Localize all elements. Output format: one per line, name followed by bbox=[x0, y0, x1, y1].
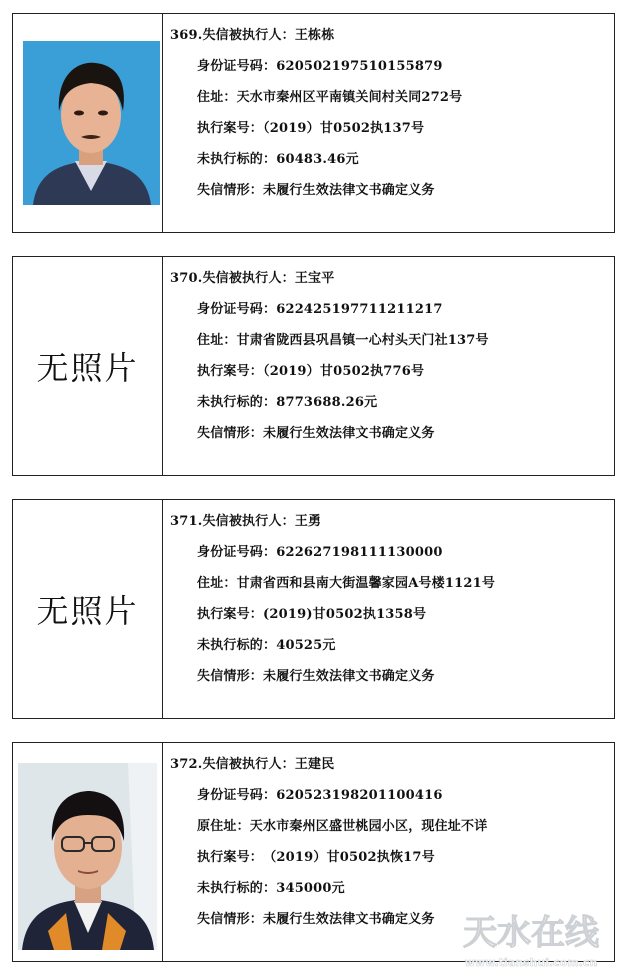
record-card-371 bbox=[12, 499, 615, 719]
record-title: 370.失信被执行人：王宝平 bbox=[170, 271, 335, 286]
photo-cell bbox=[13, 743, 163, 961]
case-number: 执行案号：（2019）甘0502执776号 bbox=[197, 364, 425, 379]
unexecuted-amount: 未执行标的：60483.46元 bbox=[197, 152, 359, 167]
record-title: 371.失信被执行人：王勇 bbox=[170, 514, 322, 529]
case-number: 执行案号：（2019）甘0502执137号 bbox=[197, 121, 425, 136]
address: 住址：甘肃省陇西县巩昌镇一心村头天门社137号 bbox=[197, 333, 489, 348]
svg-text:www.tianshui.com.cn: www.tianshui.com.cn bbox=[464, 956, 598, 969]
case-number: 执行案号：(2019)甘0502执1358号 bbox=[197, 607, 427, 622]
portrait-photo bbox=[23, 41, 160, 205]
photo-cell bbox=[13, 257, 163, 475]
record-title: 372.失信被执行人：王建民 bbox=[170, 757, 335, 772]
record-title: 369.失信被执行人：王栋栋 bbox=[170, 28, 335, 43]
id-number: 身份证号码：620523198201100416 bbox=[197, 788, 443, 803]
photo-cell bbox=[13, 14, 163, 232]
address: 住址：天水市秦州区平南镇关间村关同272号 bbox=[197, 90, 463, 105]
unexecuted-amount: 未执行标的：345000元 bbox=[197, 881, 345, 896]
case-number: 执行案号： （2019）甘0502执恢17号 bbox=[197, 850, 435, 865]
record-card-370 bbox=[12, 256, 615, 476]
default-situation: 失信情形：未履行生效法律文书确定义务 bbox=[197, 912, 435, 927]
no-photo-label: 无照片 bbox=[36, 592, 139, 630]
default-situation: 失信情形：未履行生效法律文书确定义务 bbox=[197, 426, 435, 441]
no-photo-label: 无照片 bbox=[36, 349, 139, 387]
default-situation: 失信情形：未履行生效法律文书确定义务 bbox=[197, 669, 435, 684]
portrait-photo bbox=[18, 763, 157, 950]
unexecuted-amount: 未执行标的：8773688.26元 bbox=[197, 395, 378, 410]
svg-text:天水在线: 天水在线 bbox=[463, 913, 599, 953]
address: 原住址：天水市秦州区盛世桃园小区，现住址不详 bbox=[197, 819, 488, 834]
default-situation: 失信情形：未履行生效法律文书确定义务 bbox=[197, 183, 435, 198]
id-number: 身份证号码：620502197510155879 bbox=[197, 59, 443, 74]
photo-cell bbox=[13, 500, 163, 718]
id-number: 身份证号码：622425197711211217 bbox=[197, 302, 443, 317]
unexecuted-amount: 未执行标的：40525元 bbox=[197, 638, 336, 653]
id-number: 身份证号码：622627198111130000 bbox=[197, 545, 443, 560]
address: 住址：甘肃省西和县南大街温馨家园A号楼1121号 bbox=[197, 576, 496, 591]
site-watermark-logo bbox=[439, 904, 624, 972]
record-card-369 bbox=[12, 13, 615, 233]
